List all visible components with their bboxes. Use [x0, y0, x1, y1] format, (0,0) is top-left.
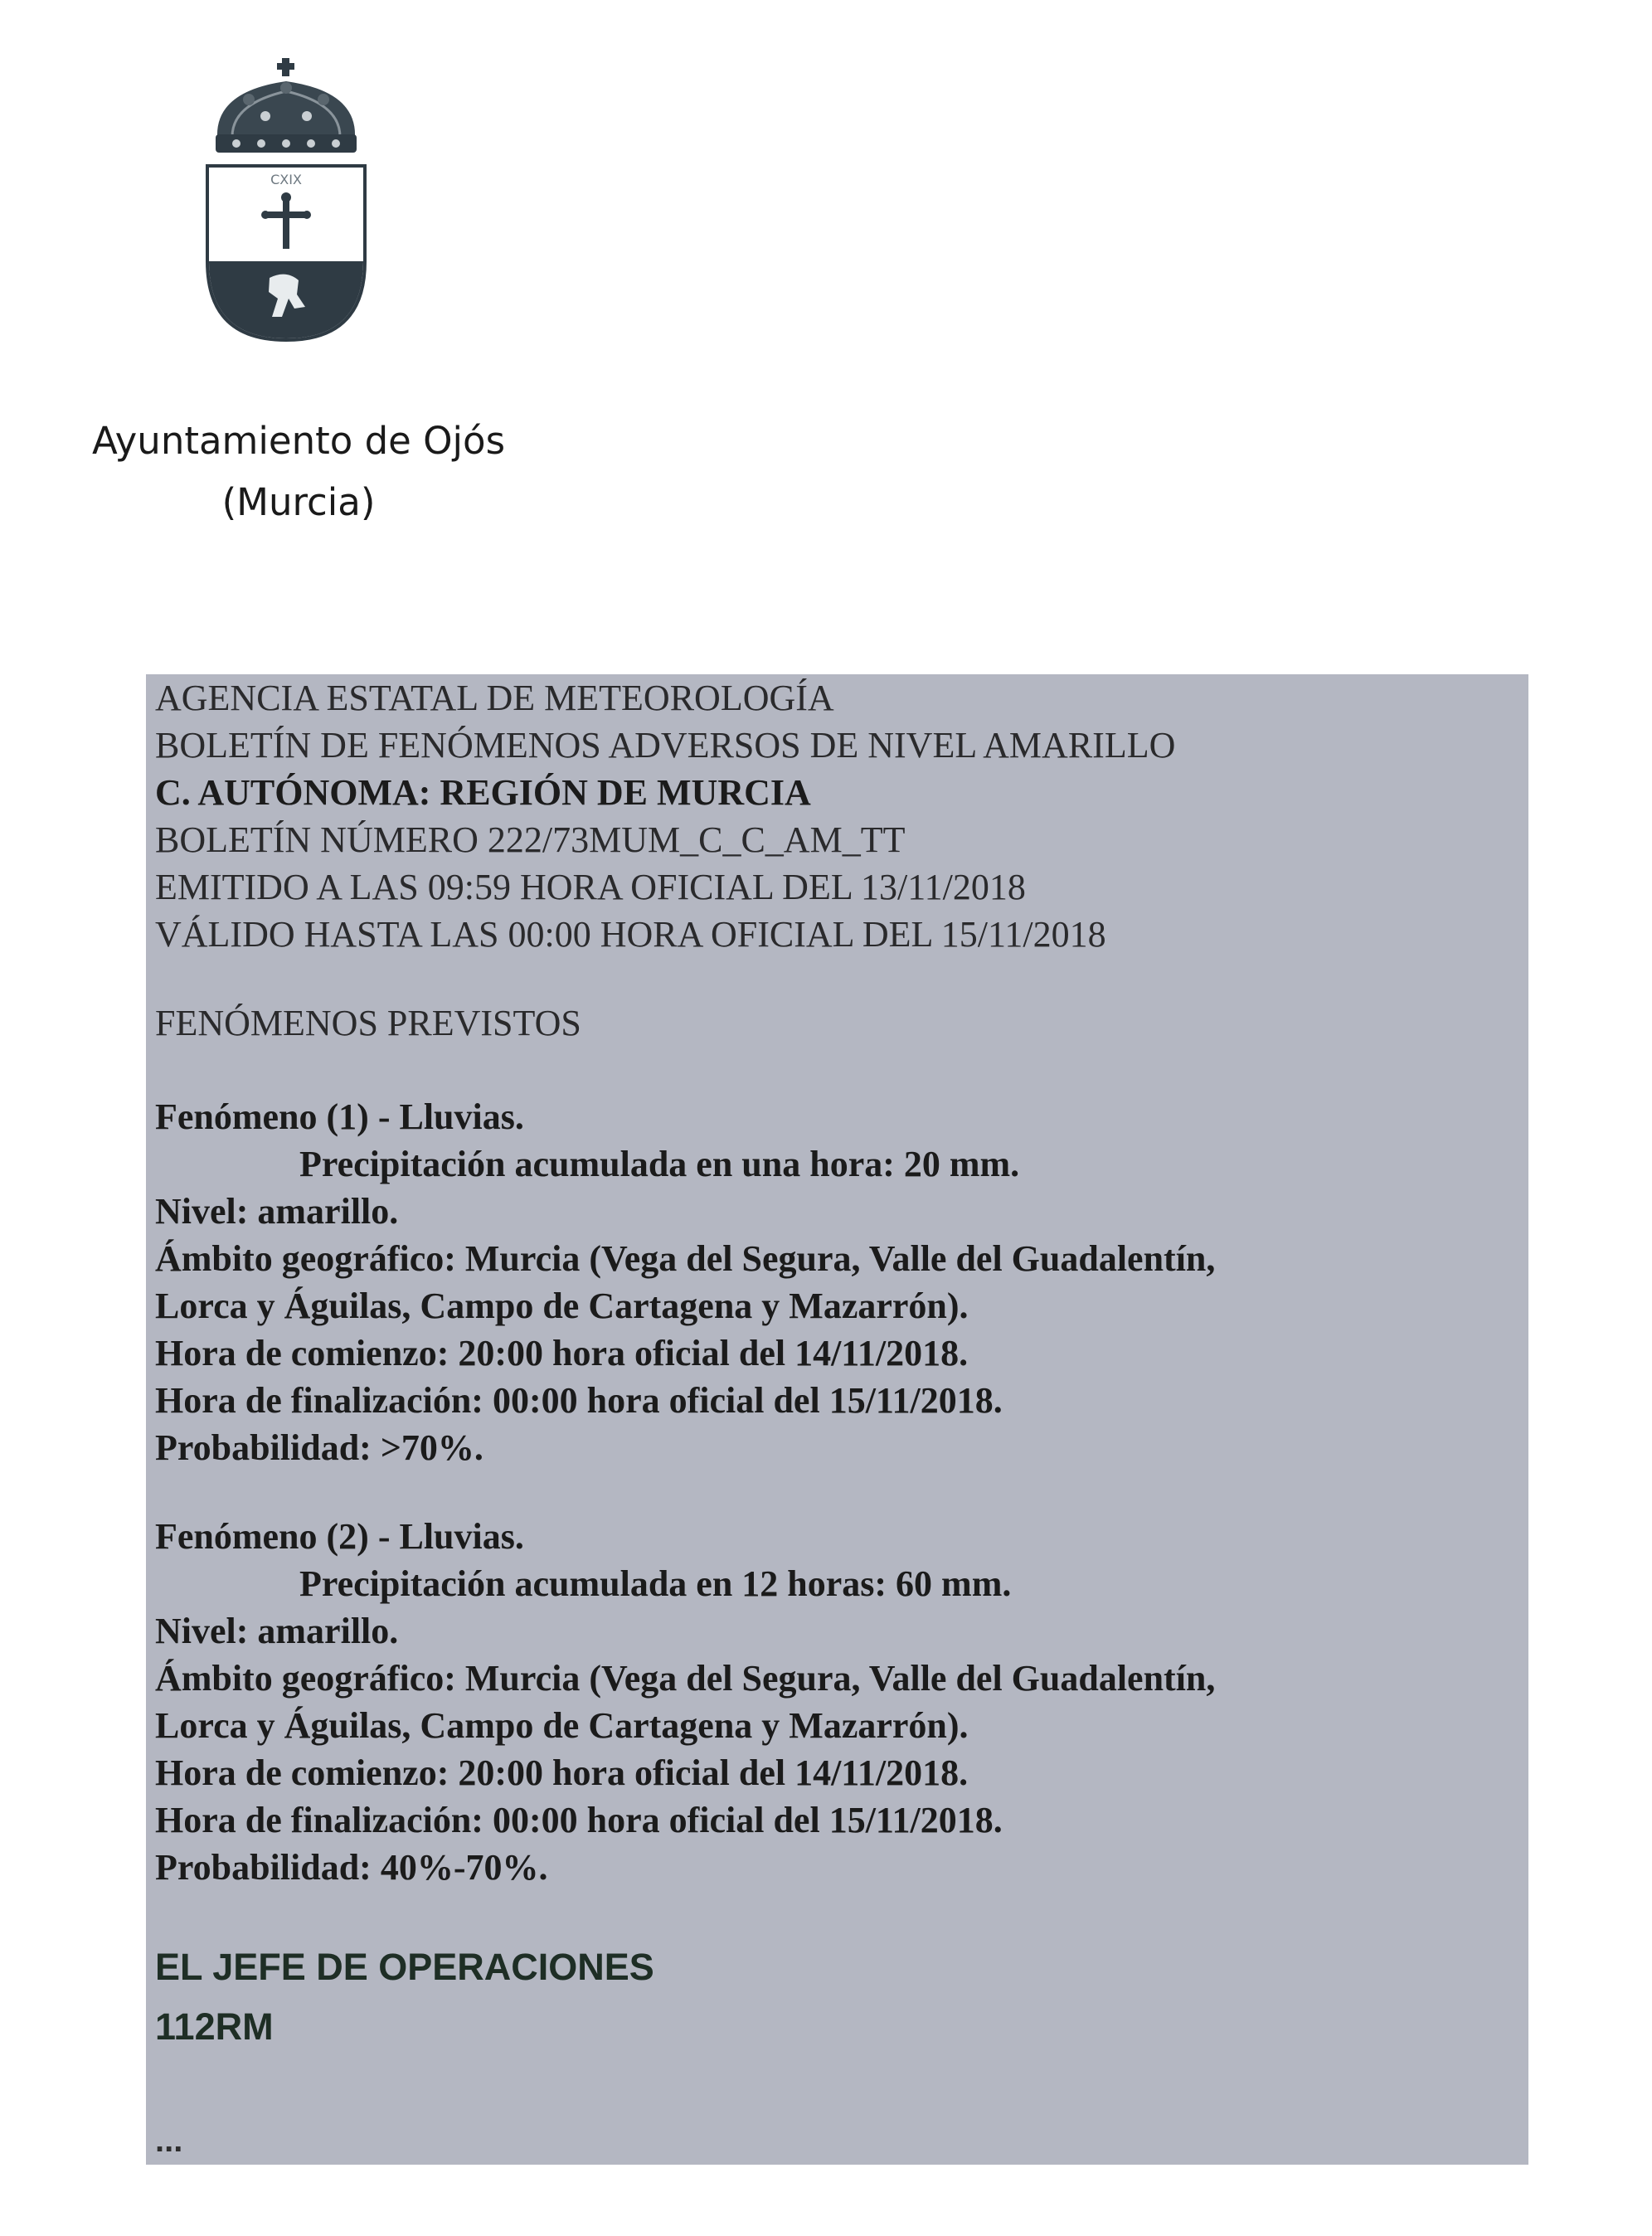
phenomenon-scope: Ámbito geográfico: Murcia (Vega del Segura, Valle del Guadalentín,	[155, 1658, 1216, 1699]
phenomenon-start: Hora de comienzo: 20:00 hora oficial del 14/11/2018.	[155, 1333, 969, 1373]
phenomenon-end: Hora de finalización: 00:00 hora oficial del 15/11/2018.	[155, 1380, 1003, 1421]
signature-org: 112RM	[155, 2005, 274, 2048]
bulletin-issued: EMITIDO A LAS 09:59 HORA OFICIAL DEL 13/11/2018	[155, 867, 1026, 907]
municipality-line-2: (Murcia)	[221, 480, 376, 524]
phenomenon-detail: Precipitación acumulada en 12 horas: 60 mm.	[299, 1563, 1012, 1604]
phenomenon-1	[155, 1093, 1528, 1471]
phenomenon-title: Fenómeno (2) - Lluvias.	[155, 1516, 524, 1557]
phenomenon-end: Hora de finalización: 00:00 hora oficial del 15/11/2018.	[155, 1800, 1003, 1840]
municipality-name	[50, 411, 547, 533]
phenomenon-detail: Precipitación acumulada en una hora: 20 mm.	[299, 1144, 1020, 1184]
phenomenon-2	[155, 1513, 1528, 1891]
svg-text:CXIX: CXIX	[270, 172, 302, 187]
phenomenon-level: Nivel: amarillo.	[155, 1191, 399, 1232]
phenomenon-probability: Probabilidad: >70%.	[155, 1427, 483, 1468]
weather-bulletin-box	[146, 674, 1528, 2165]
section-title: FENÓMENOS PREVISTOS	[155, 1003, 581, 1043]
phenomenon-title: Fenómeno (1) - Lluvias.	[155, 1096, 524, 1137]
signature-title: EL JEFE DE OPERACIONES	[155, 1946, 654, 1988]
phenomenon-scope-cont: Lorca y Águilas, Campo de Cartagena y Mazarrón).	[155, 1286, 969, 1326]
bulletin-title: BOLETÍN DE FENÓMENOS ADVERSOS DE NIVEL AMARILLO	[155, 725, 1176, 766]
bulletin-region: C. AUTÓNOMA: REGIÓN DE MURCIA	[155, 772, 811, 813]
phenomenon-probability: Probabilidad: 40%-70%.	[155, 1847, 548, 1888]
coat-of-arms-icon	[199, 58, 373, 344]
phenomenon-level: Nivel: amarillo.	[155, 1611, 399, 1651]
truncation-ellipsis: ...	[155, 2122, 183, 2159]
municipality-line-1: Ayuntamiento de Ojós	[91, 419, 506, 463]
phenomenon-scope: Ámbito geográfico: Murcia (Vega del Segura, Valle del Guadalentín,	[155, 1238, 1216, 1279]
bulletin-number: BOLETÍN NÚMERO 222/73MUM_C_C_AM_TT	[155, 819, 906, 860]
agency-name: AGENCIA ESTATAL DE METEOROLOGÍA	[155, 678, 834, 718]
phenomenon-scope-cont: Lorca y Águilas, Campo de Cartagena y Mazarrón).	[155, 1705, 969, 1746]
bulletin-valid-until: VÁLIDO HASTA LAS 00:00 HORA OFICIAL DEL 15/11/2018	[155, 914, 1106, 955]
phenomenon-start: Hora de comienzo: 20:00 hora oficial del 14/11/2018.	[155, 1752, 969, 1793]
